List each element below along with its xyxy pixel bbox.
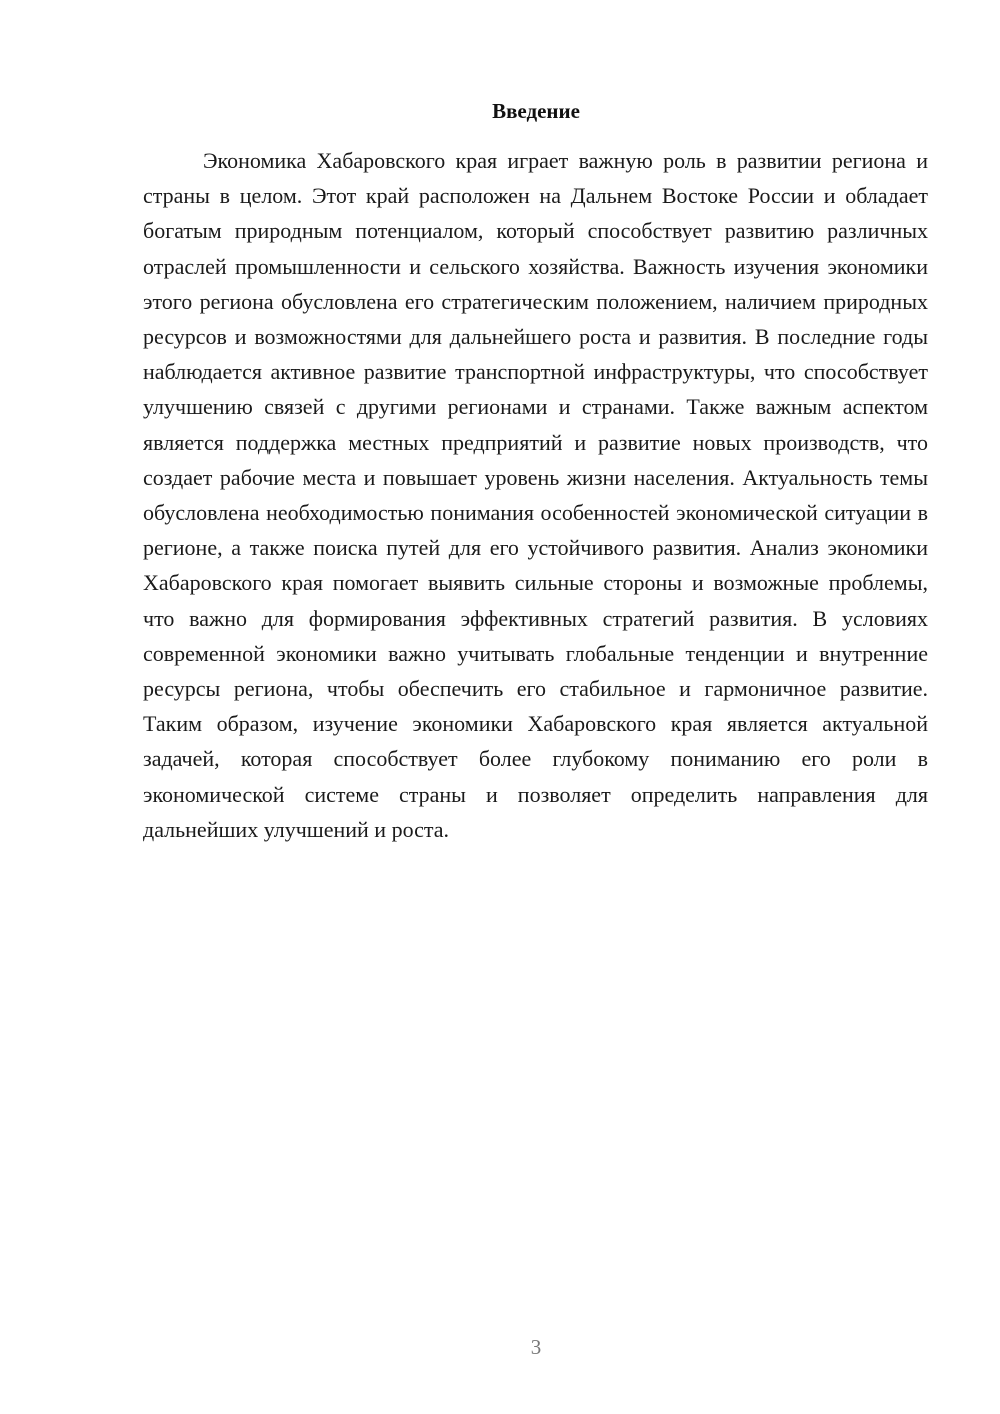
body-paragraph: Экономика Хабаровского края играет важную роль в развитии региона и страны в целом. Этот край расположен на Дальнем Востоке России и обладает богатым природным потенциалом, который способствует развитию различных отраслей промышленности и сельского хозяйства. Важность изучения экономики этого региона обусловлена его стратегическим положением, наличием природных ресурсов и возможностями для дальнейшего роста и развития. В последние годы наблюдается активное развитие транспортной инфраструктуры, что способствует улучшению связей с другими регионами и странами. Также важным аспектом является поддержка местных предприятий и развитие новых производств, что создает рабочие места и повышает уровень жизни населения. Актуальность темы обусловлена необходимостью понимания особенностей экономической ситуации в регионе, а также поиска путей для его устойчивого развития. Анализ экономики Хабаровского края помогает выявить сильные стороны и возможные проблемы, что важно для формирования эффективных стратегий развития. В условиях современной экономики важно учитывать глобальные тенденции и внутренние ресурсы региона, чтобы обеспечить его стабильное и гармоничное развитие. Таким образом, изучение экономики Хабаровского края является актуальной задачей, которая способствует более глубокому пониманию его роли в экономической системе страны и позволяет определить направления для дальнейших улучшений и роста. [143, 148, 928, 842]
page-number: 3 [530, 1335, 542, 1359]
section-heading: Введение [492, 99, 580, 123]
